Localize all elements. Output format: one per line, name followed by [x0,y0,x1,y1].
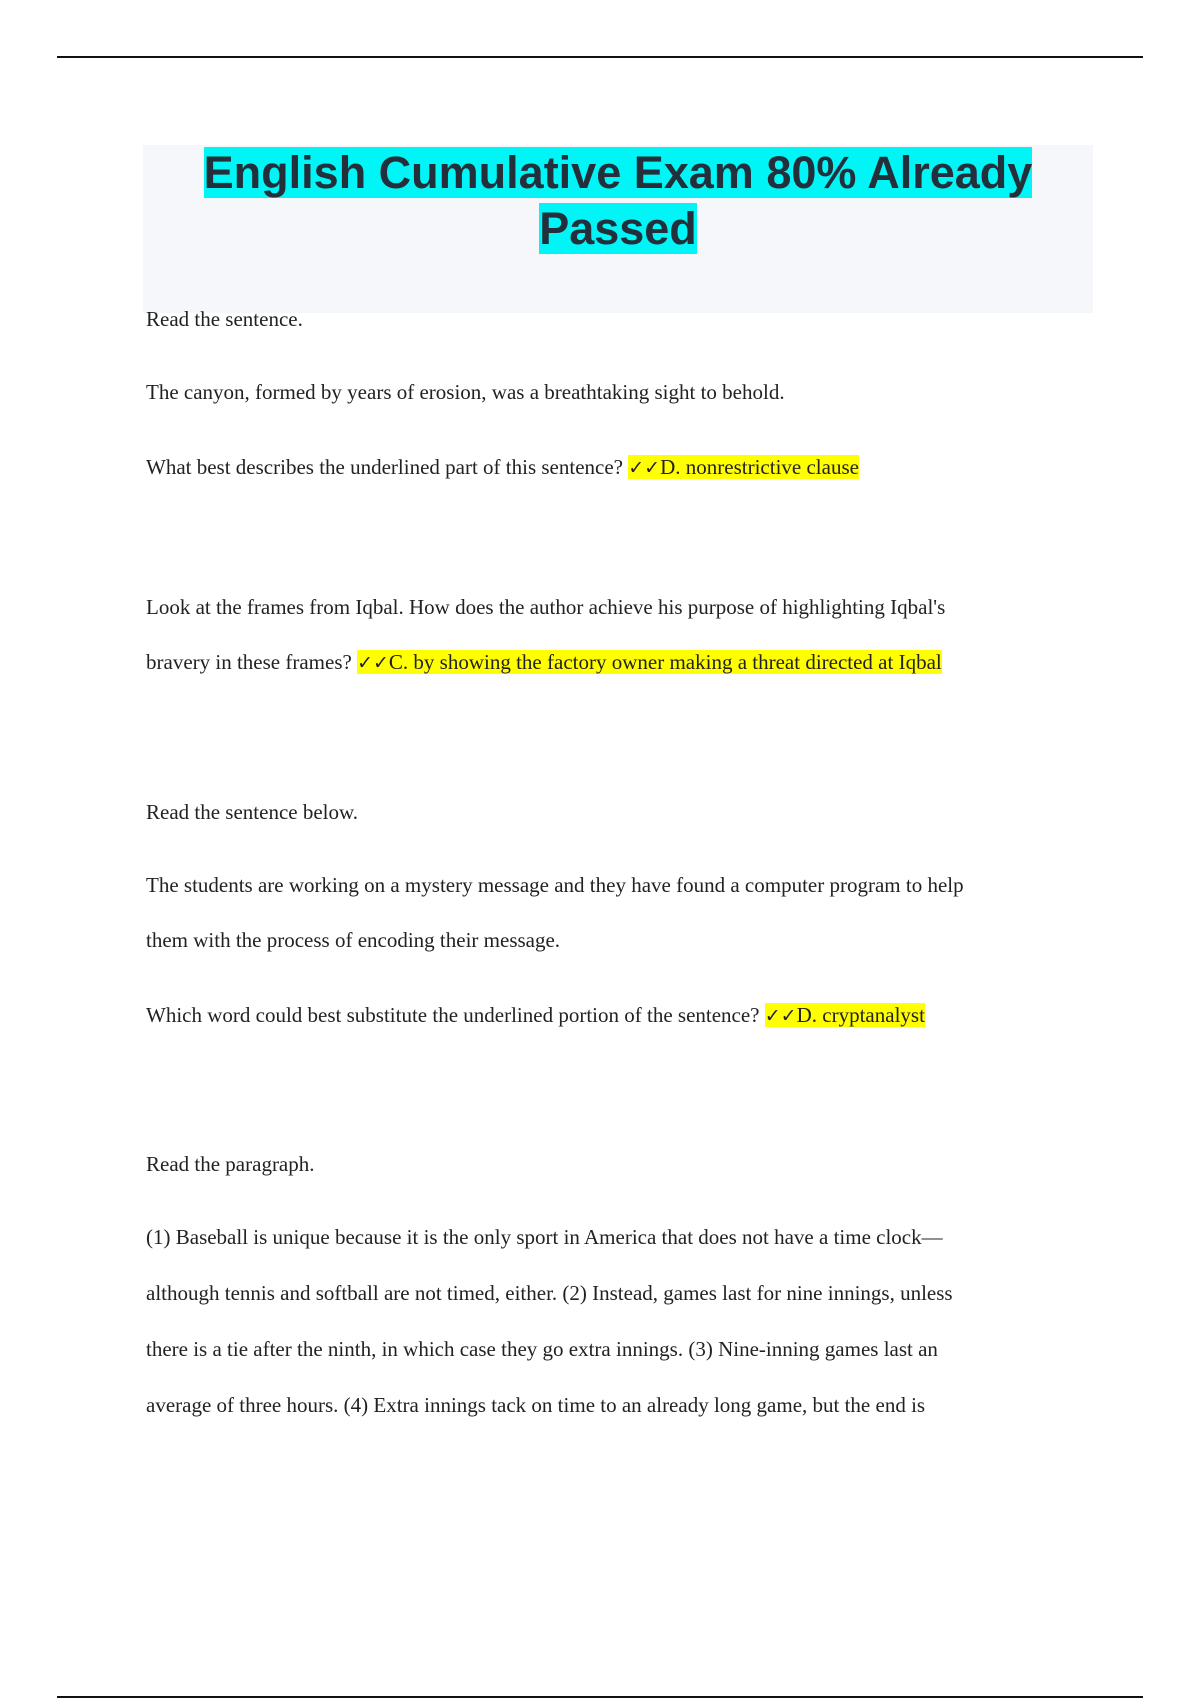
q3-sentence-line2: them with the process of encoding their message. [146,928,561,952]
q4-paragraph-line3: there is a tie after the ninth, in which case they go extra innings. (3) Nine-inning games last an [146,1337,938,1361]
q2-question [146,651,1096,675]
q3-prompt: Which word could best substitute the underlined portion of the sentence? [146,1003,760,1027]
q4-paragraph-line1: (1) Baseball is unique because it is the only sport in America that does not have a time clock— [146,1225,943,1249]
check-icon: ✓✓ [628,457,661,479]
q3-sentence-line1: The students are working on a mystery message and they have found a computer program to help [146,873,964,897]
q4-paragraph-line4: average of three hours. (4) Extra innings tack on time to an already long game, but the end is [146,1393,926,1417]
q2-prompt-line1: Look at the frames from Iqbal. How does the author achieve his purpose of highlighting Iqbal's [146,595,946,619]
q1-sentence: The canyon, formed by years of erosion, was a breathtaking sight to behold. [146,380,785,404]
q3-answer-highlight [765,1003,925,1027]
q2-answer: C. by showing the factory owner making a threat directed at Iqbal [388,650,942,674]
q1-question [146,456,1096,480]
q4-intro: Read the paragraph. [146,1152,315,1176]
bottom-rule [57,1696,1143,1698]
check-icon: ✓✓ [764,1005,797,1027]
check-icon: ✓✓ [357,652,389,674]
q2-prompt-line2: bravery in these frames? [146,650,352,674]
q1-answer: D. nonrestrictive clause [660,455,859,479]
top-rule [57,56,1143,58]
document-title-text: English Cumulative Exam 80% Already Passed [203,147,1033,254]
q3-answer: D. cryptanalyst [796,1003,925,1027]
q3-question [146,1004,1096,1028]
q1-answer-highlight [628,455,859,479]
q3-intro: Read the sentence below. [146,800,359,824]
document-title [143,145,1093,257]
q1-intro: Read the sentence. [146,307,303,331]
q1-prompt: What best describes the underlined part of this sentence? [146,455,623,479]
q2-answer-highlight [357,650,942,674]
q4-paragraph-line2: although tennis and softball are not timed, either. (2) Instead, games last for nine innings, unless [146,1281,953,1305]
document-body [146,308,1096,1417]
